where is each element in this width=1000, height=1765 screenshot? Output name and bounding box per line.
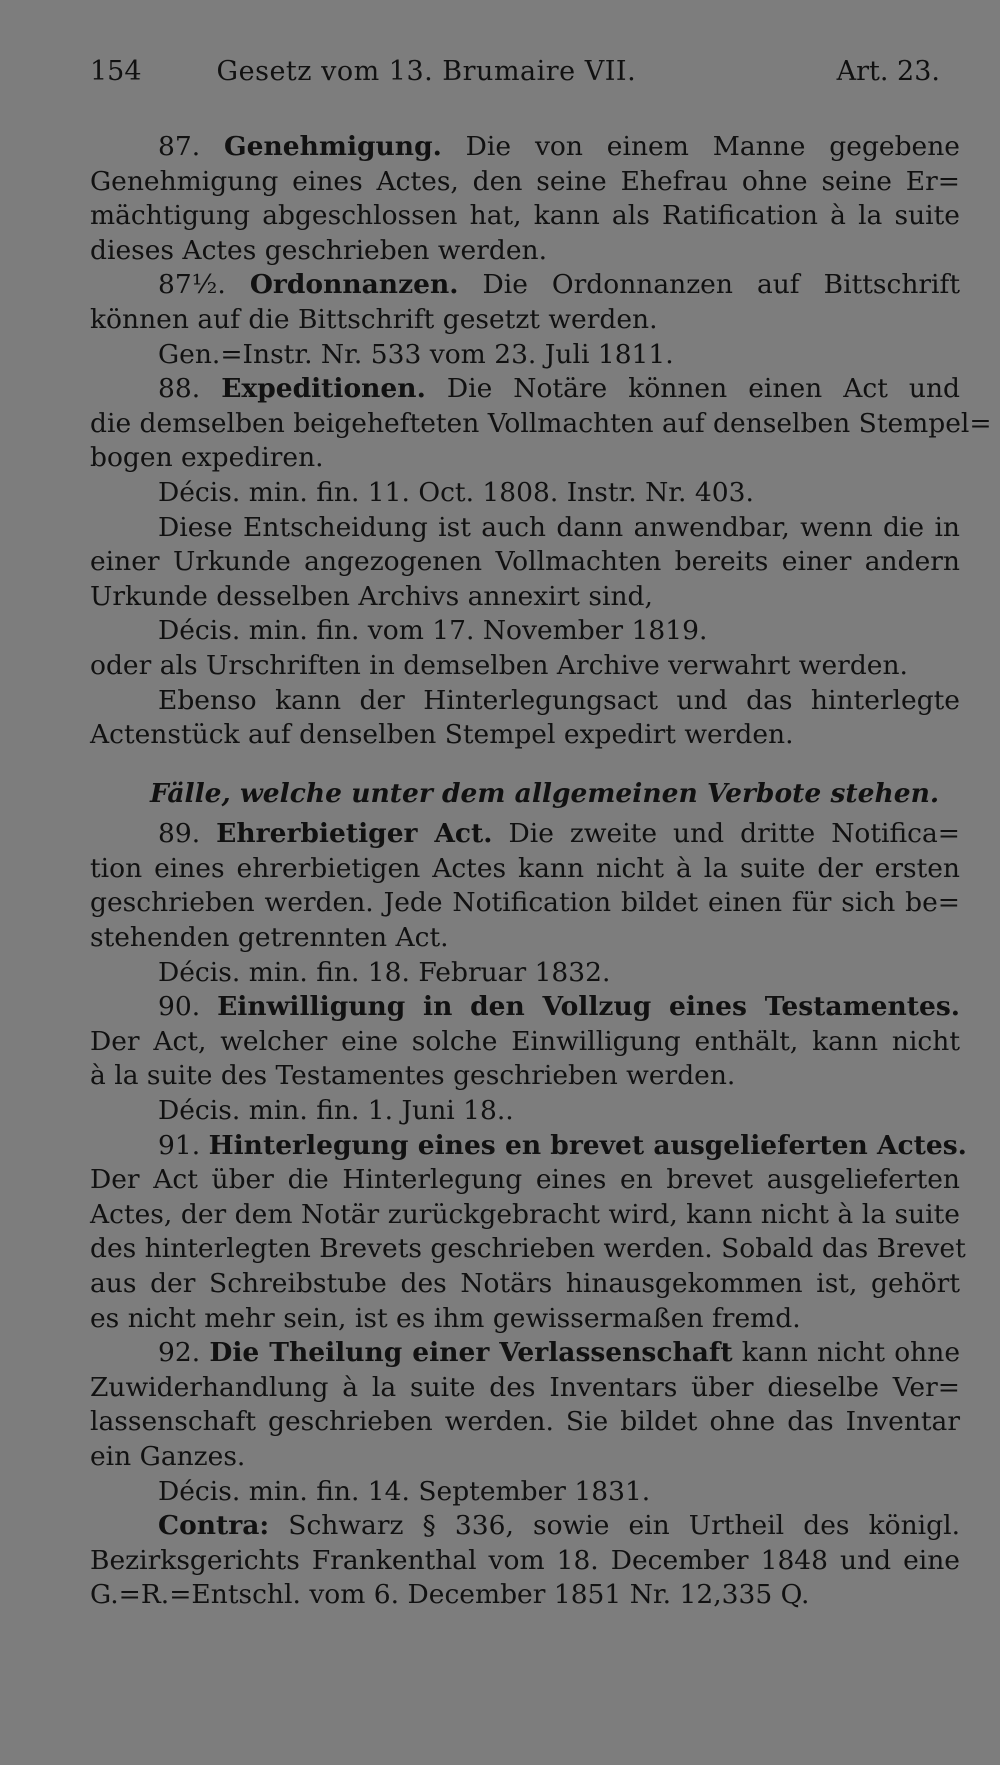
line-text: Décis. min. fin. 18. Februar 1832. [158,956,611,988]
text-line [90,990,960,1025]
text-line [90,199,960,234]
paragraph-number: 90. [158,991,218,1023]
paragraph-title: Contra: [158,1510,270,1542]
line-text: Décis. min. fin. 11. Oct. 1808. Instr. Nr. 403. [158,476,754,508]
text-line [90,1059,960,1094]
text-line [90,718,960,753]
text-line [90,511,960,546]
text-line [90,1232,966,1267]
text-line [90,684,960,719]
text-line [90,476,960,511]
text-line [90,1198,960,1233]
line-text: Décis. min. fin. 1. Juni 18.. [158,1095,514,1127]
text-line [90,1129,967,1164]
article-label: Art. 23. [836,56,940,87]
line-text: stehenden getrennten Act. [90,922,449,954]
paragraph-title: Expeditionen. [221,373,426,405]
paragraph-number: 87½. [158,269,250,301]
line-text: Actes, der dem Notär zurückgebracht wird, kann nicht à la suite [90,1198,960,1230]
text-line [90,1163,960,1198]
line-text: Diese Entscheidung ist auch dann anwendbar, wenn die in [158,511,960,543]
text-line [90,1509,960,1544]
text-line [90,852,960,887]
text-line [90,303,960,338]
line-text: Ebenso kann der Hinterlegungsact und das hinterlegte [158,684,960,716]
line-text: Décis. min. fin. vom 17. November 1819. [158,615,708,647]
line-text: des hinterlegten Brevets geschrieben werden. Sobald das Brevet [90,1233,966,1265]
line-text: lassenschaft geschrieben werden. Sie bildet ohne das Inventar [90,1406,960,1438]
text-line [90,1440,960,1475]
line-text: es nicht mehr sein, ist es ihm gewissermaßen fremd. [90,1302,801,1334]
text-line [90,614,960,649]
text-line [90,234,960,269]
text-line [90,130,960,165]
text-line [90,817,960,852]
text-line [90,1302,960,1337]
line-text: G.=R.=Entschl. vom 6. December 1851 Nr. 12,335 Q. [90,1579,810,1611]
text-line [90,956,960,991]
line-text: aus der Schreibstube des Notärs hinausgekommen ist, gehört [90,1268,960,1299]
text-line [90,1094,960,1129]
section-heading: Fälle, welche unter dem allgemeinen Verbote stehen. [150,777,940,809]
line-text: Genehmigung eines Actes, den seine Ehefrau ohne seine Er= [90,165,960,197]
paragraph-number: 91. [158,1129,209,1161]
line-text: einer Urkunde angezogenen Vollmachten bereits einer andern [90,546,960,578]
text-line [90,1544,960,1579]
line-text: Urkunde desselben Archivs annexirt sind, [90,580,653,612]
text-line [90,165,960,200]
text-line [90,268,960,303]
line-text: Bezirksgerichts Frankenthal vom 18. December 1848 und eine [90,1544,960,1576]
line-text: à la suite des Testamentes geschrieben werden. [90,1060,736,1092]
line-text: Gen.=Instr. Nr. 533 vom 23. Juli 1811. [158,338,674,370]
line-text: geschrieben werden. Jede Notification bildet einen für sich be= [90,887,960,919]
paragraph-title: Hinterlegung eines en brevet ausgelieferten Actes. [208,1129,967,1161]
text-line [90,407,992,442]
paragraph-number: 87. [158,131,225,162]
page-header [90,56,960,108]
page-number: 154 [90,56,142,87]
text-line [90,1025,960,1060]
line-text: können auf die Bittschrift gesetzt werden. [90,303,658,335]
line-text: Die Notäre können einen Act und [425,373,961,405]
book-page [90,56,992,1613]
paragraph-number: 92. [158,1337,210,1369]
line-text: Der Act über die Hinterlegung eines en brevet ausgelieferten [90,1164,960,1196]
text-line [90,1371,960,1406]
line-text: Die Ordonnanzen auf Bittschrift [458,269,960,301]
line-text: mächtigung abgeschlossen hat, kann als Ratification à la suite [90,200,960,232]
text-line [90,580,960,615]
line-text: Décis. min. fin. 14. September 1831. [158,1475,651,1507]
text-line [90,1336,960,1371]
line-text: Die von einem Manne gegebene [441,131,960,162]
line-text: bogen expediren. [90,442,324,474]
text-body-after [90,817,967,1613]
text-line [90,441,960,476]
line-text: Actenstück auf denselben Stempel expedirt werden. [90,719,794,751]
line-text: die demselben beigehefteten Vollmachten auf denselben Stempel= [90,407,992,439]
text-line [90,545,960,580]
line-text: tion eines ehrerbietigen Actes kann nicht à la suite der ersten [90,852,960,884]
paragraph-number: 89. [158,818,217,850]
text-line [90,886,960,921]
line-text: oder als Urschriften in demselben Archive verwahrt werden. [90,649,908,681]
text-line [90,1267,960,1302]
text-line [90,1405,960,1440]
line-text: dieses Actes geschrieben werden. [90,234,548,266]
running-title: Gesetz vom 13. Brumaire VII. [216,56,637,87]
text-line [90,649,960,684]
text-line [90,372,960,407]
paragraph-number: 88. [158,373,222,405]
text-body-before [90,130,992,753]
line-text: kann nicht ohne [732,1337,961,1369]
text-line [90,1475,960,1510]
line-text: Die zweite und dritte Notifica= [492,818,960,850]
line-text: Schwarz § 336, sowie ein Urtheil des königl. [269,1510,960,1542]
paragraph-title: Ordonnanzen. [249,269,459,301]
line-text: ein Ganzes. [90,1440,246,1472]
text-line [90,1578,960,1613]
line-text: Zuwiderhandlung à la suite des Inventars über dieselbe Ver= [90,1371,960,1403]
paragraph-title: Einwilligung in den Vollzug eines Testamentes. [217,991,960,1023]
paragraph-title: Ehrerbietiger Act. [216,818,493,850]
paragraph-title: Genehmigung. [224,131,442,162]
line-text: Der Act, welcher eine solche Einwilligung enthält, kann nicht [90,1025,960,1057]
text-line [90,338,960,373]
text-line [90,921,960,956]
paragraph-title: Die Theilung einer Verlassenschaft [209,1337,733,1369]
